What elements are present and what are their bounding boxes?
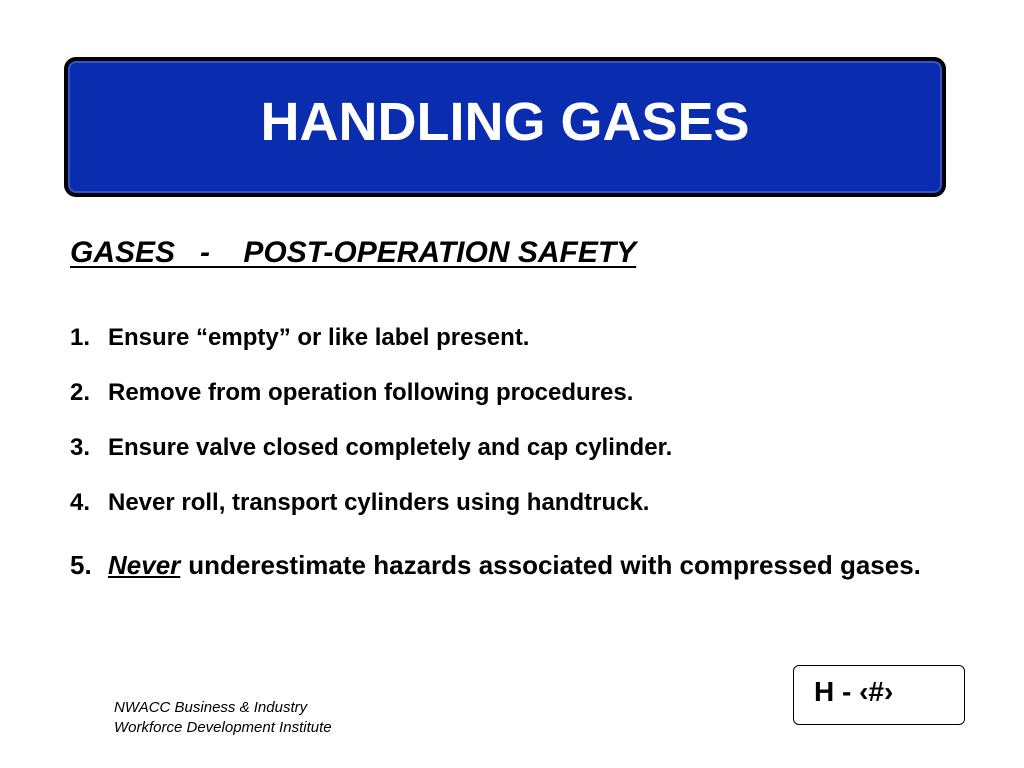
list-item: [70, 489, 921, 544]
footer: [114, 698, 332, 738]
item-text: Remove from operation following procedures.: [108, 379, 634, 406]
list-item: [70, 550, 921, 605]
item-emphasis: Never: [108, 550, 181, 580]
item-number: 3.: [70, 434, 91, 461]
item-number: 2.: [70, 379, 91, 406]
item-number: 1.: [70, 324, 91, 351]
footer-line-1: NWACC Business & Industry: [114, 699, 308, 716]
list-item: [70, 434, 921, 489]
title-banner: [64, 57, 946, 197]
slide-title: HANDLING GASES: [260, 92, 750, 152]
section-subtitle: GASES - POST-OPERATION SAFETY: [70, 236, 637, 269]
footer-line-2: Workforce Development Institute: [114, 719, 332, 736]
item-number: 5.: [70, 550, 92, 580]
safety-list: [70, 324, 921, 605]
item-text: Ensure valve closed completely and cap cylinder.: [108, 434, 673, 461]
item-text: Never roll, transport cylinders using handtruck.: [108, 489, 650, 516]
list-item: [70, 324, 921, 379]
item-text: underestimate hazards associated with compressed gases.: [188, 550, 921, 580]
page-number: H - ‹#›: [814, 676, 894, 707]
item-text: Ensure “empty” or like label present.: [108, 324, 530, 351]
page-number-box: [793, 665, 965, 725]
list-item: [70, 379, 921, 434]
item-number: 4.: [70, 489, 91, 516]
